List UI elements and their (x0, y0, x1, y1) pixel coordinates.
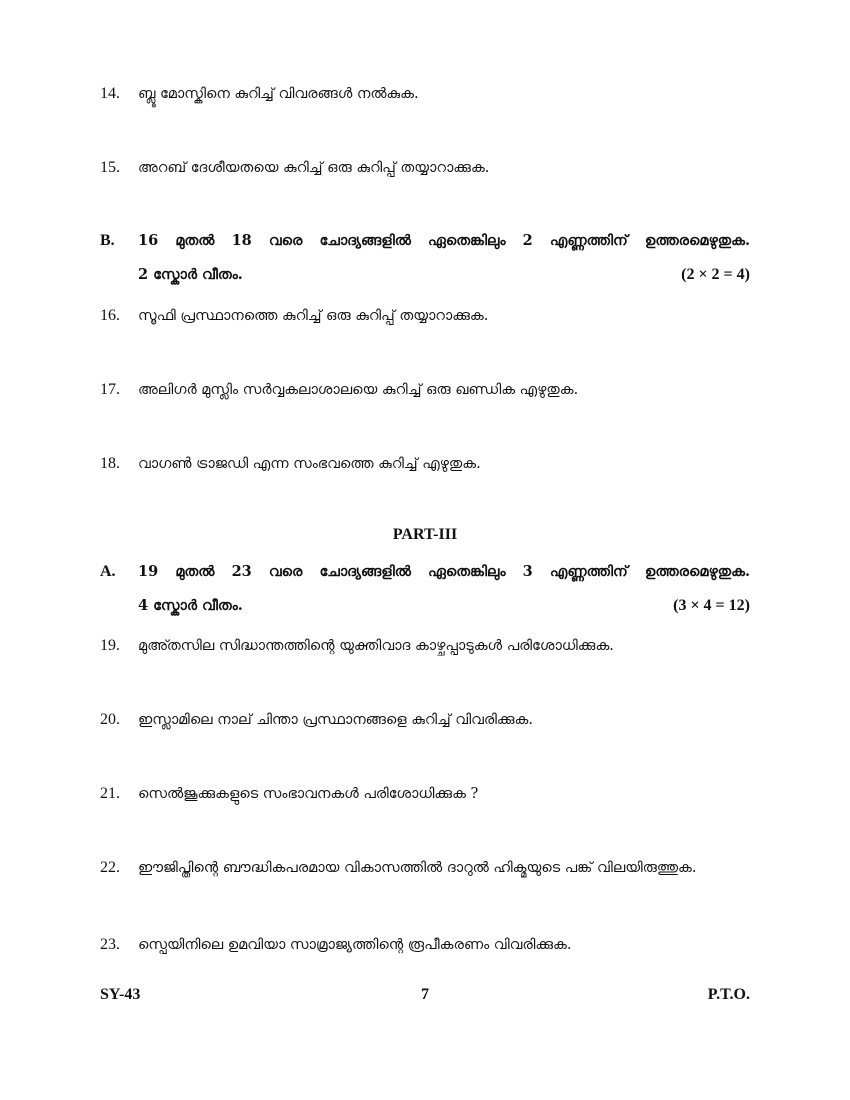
question-text: ഇസ്ലാമിലെ നാല് ചിന്താ പ്രസ്ഥാനങ്ങളെ കുറിച്ച് വിവരിക്കുക. (138, 712, 533, 728)
footer-code: SY-43 (100, 986, 141, 1003)
question-text: വാഗൺ ട്രാജഡി എന്ന സംഭവത്തെ കുറിച്ച് എഴുതുക. (138, 456, 481, 472)
question-text: അറബ് ദേശീയതയെ കുറിച്ച് ഒരു കുറിപ്പ് തയ്യാറാക്കുക. (138, 160, 490, 176)
section-instruction: 16 മുതൽ 18 വരെ ചോദ്യങ്ങളിൽ ഏതെങ്കിലും 2 എണ്ണത്തിന് ഉത്തരമെഴുതുക. (138, 232, 750, 249)
part-title: PART-III (392, 526, 458, 543)
question-number: 22. (100, 859, 120, 876)
question-number: 17. (100, 381, 120, 398)
question-text: ഈജിപ്തിന്റെ ബൗദ്ധികപരമായ വികാസത്തിൽ ദാറുൽ ഹിക്മയുടെ പങ്ക് വിലയിരുത്തുക. (138, 860, 697, 876)
question-text: അലിഗർ മുസ്ലിം സർവ്വകലാശാലയെ കുറിച്ച് ഒരു ഖണ്ഡിക എഴുതുക. (138, 382, 579, 398)
question-number: 23. (100, 936, 120, 953)
section-marks: (2 × 2 = 4) (681, 266, 750, 283)
question-number: 14. (100, 85, 120, 102)
section-letter: B. (100, 232, 115, 249)
question-text: മുഅ്തസില സിദ്ധാന്തത്തിന്റെ യുക്തിവാദ കാഴ്ചപ്പാടുകൾ പരിശോധിക്കുക. (138, 638, 614, 654)
question-number: 16. (100, 307, 120, 324)
footer-pto: P.T.O. (707, 986, 750, 1003)
question-text: ബ്ലൂ മോസ്കിനെ കുറിച്ച് വിവരങ്ങൾ നൽകുക. (138, 86, 419, 102)
question-text: സൂഫി പ്രസ്ഥാനത്തെ കുറിച്ച് ഒരു കുറിപ്പ് തയ്യാറാക്കുക. (138, 308, 489, 324)
question-number: 15. (100, 159, 120, 176)
question-text: സ്പെയിനിലെ ഉമവിയാ സാമ്രാജ്യത്തിന്റെ രൂപീകരണം വിവരിക്കുക. (138, 937, 572, 953)
footer-page-number: 7 (421, 986, 429, 1003)
section-marks: (3 × 4 = 12) (673, 597, 750, 614)
question-number: 18. (100, 455, 120, 472)
section-score-each: 2 സ്കോർ വീതം. (138, 266, 243, 283)
section-letter: A. (100, 563, 116, 580)
section-score-each: 4 സ്കോർ വീതം. (138, 597, 243, 614)
question-text: സെൽജൂക്കുകളുടെ സംഭാവനകൾ പരിശോധിക്കുക ? (138, 786, 479, 802)
question-number: 20. (100, 711, 120, 728)
section-instruction: 19 മുതൽ 23 വരെ ചോദ്യങ്ങളിൽ ഏതെങ്കിലും 3 എണ്ണത്തിന് ഉത്തരമെഴുതുക. (138, 563, 750, 580)
question-number: 21. (100, 785, 120, 802)
question-number: 19. (100, 637, 120, 654)
